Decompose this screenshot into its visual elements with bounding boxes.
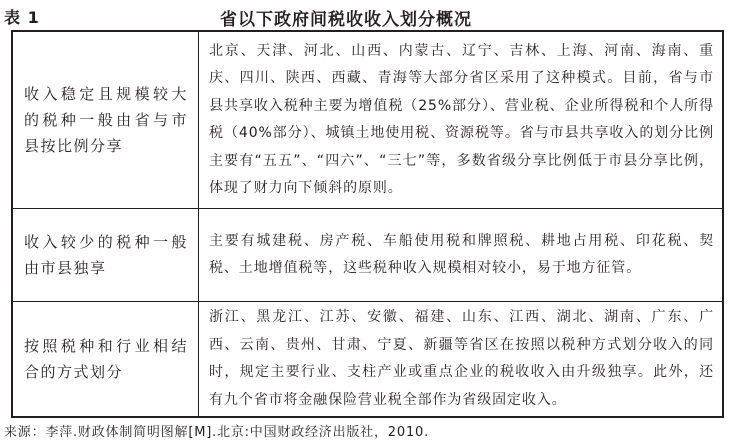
source-citation: 来源：李萍.财政体制简明图解[M].北京:中国财政经济出版社，2010. [4, 425, 430, 440]
category-text: 收入稳定且规模较大的税种一般由省与市县按比例分享 [24, 85, 188, 155]
description-cell [199, 209, 722, 301]
description-cell [199, 302, 722, 416]
table-row [13, 32, 722, 209]
description-text: 主要有城建税、房产税、车船使用税和牌照税、耕地占用税、印花税、契税、土地增值税等，这些税种收入规模相对较小，易于地方征管。 [209, 232, 714, 276]
table-row [13, 209, 722, 302]
table-number: 表 1 [4, 8, 40, 27]
description-text: 北京、天津、河北、山西、内蒙古、辽宁、吉林、上海、河南、海南、重庆、四川、陕西、西藏、青海等大部分省区采用了这种模式。目前，省与市县共享收入税种主要为增值税（25%部分）、营业税、企业所得税和个人所得税（40%部分）、城镇土地使用税、资源税等。省与市县共享收入的划分比例主要有“五五”、“四六”、“三七”等，多数省级分享比例低于市县分享比例，体现了财力向下倾斜的原则。 [209, 42, 714, 196]
category-cell [13, 302, 199, 416]
table-caption [0, 0, 736, 30]
description-text: 浙江、黑龙江、江苏、安徽、福建、山东、江西、湖北、湖南、广东、广西、云南、贵州、甘肃、宁夏、新疆等省区在按照以税种方式划分收入的同时，规定主要行业、支柱产业或重点企业的税收收入由升级独享。此外，还有九个省市将金融保险营业税全部作为省级固定收入。 [209, 309, 714, 408]
table-row [13, 302, 722, 416]
table-title: 省以下政府间税收收入划分概况 [220, 10, 472, 30]
category-cell [13, 32, 199, 208]
description-cell [199, 32, 722, 208]
category-text: 收入较少的税种一般由市县独享 [24, 233, 188, 277]
category-text: 按照税种和行业相结合的方式划分 [24, 337, 188, 381]
tax-division-table [11, 30, 724, 418]
category-cell [13, 209, 199, 301]
